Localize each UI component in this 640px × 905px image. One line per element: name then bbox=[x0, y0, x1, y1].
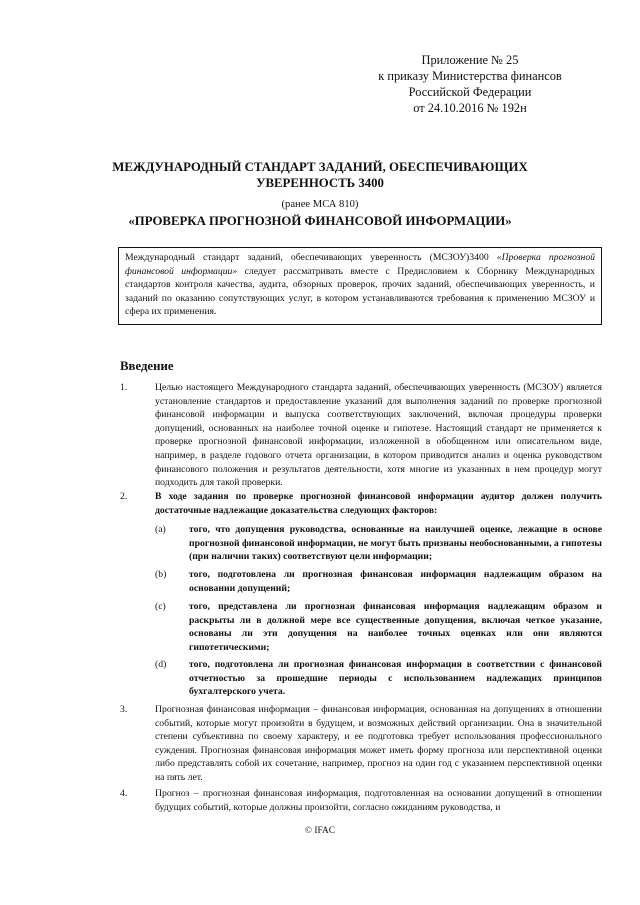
appendix-line-3: Российской Федерации bbox=[408, 85, 532, 99]
paragraph-text: Прогнозная финансовая информация – финансовая информация, основанная на допущениях в отношении событий, которые могут произойти в будущем, и возможных действий организации. Она в значительной степени субъективна по своему характеру, и ее подготовка требует использования профессионального суждения. Прогнозная финансовая информация может иметь форму прогноза или перспективной оценки либо представлять собой их сочетание, например, прогноз на один год с указанием перспективной оценки на пять лет. bbox=[155, 704, 602, 783]
paragraph-1 bbox=[120, 381, 602, 490]
appendix-line-4: от 24.10.2016 № 192н bbox=[413, 101, 527, 115]
subitem-label: (c) bbox=[155, 601, 166, 612]
appendix-line-2: к приказу Министерства финансов bbox=[378, 69, 562, 83]
subitem-text: того, подготовлена ли прогнозная финансовая информация в соответствии с финансовой отчетностью за прошедшие периоды с использованием надлежащих принципов бухгалтерского учета. bbox=[189, 659, 602, 698]
standard-name: «ПРОВЕРКА ПРОГНОЗНОЙ ФИНАНСОВОЙ ИНФОРМАЦИИ» bbox=[128, 214, 512, 228]
document-title: МЕЖДУНАРОДНЫЙ СТАНДАРТ ЗАДАНИЙ, ОБЕСПЕЧИВАЮЩИХ УВЕРЕННОСТЬ 3400 bbox=[112, 160, 528, 190]
subitem-b bbox=[155, 568, 602, 595]
preface-text-start: Международный стандарт заданий, обеспечивающих уверенность (МСЗОУ)3400 bbox=[125, 252, 497, 263]
subitem-a bbox=[155, 523, 602, 564]
paragraph-number: 1. bbox=[120, 382, 128, 393]
document-subtitle: (ранее МСА 810) bbox=[281, 199, 359, 210]
copyright-footer: © IFAC bbox=[304, 826, 336, 836]
subitem-label: (d) bbox=[155, 659, 167, 670]
paragraph-4 bbox=[120, 787, 602, 814]
subitem-text: того, представлена ли прогнозная финансовая информация надлежащим образом и раскрыты ли в должной мере все существенные допущения, включая четкое указание, основаны ли эти допущения на наиболее точных оценках или они являются гипотетическими; bbox=[189, 601, 602, 653]
appendix-line-1: Приложение № 25 bbox=[421, 53, 519, 67]
paragraph-text: В ходе задания по проверке прогнозной финансовой информации аудитор должен получить достаточные надлежащие доказательства следующих факторов: bbox=[155, 491, 602, 516]
paragraph-3 bbox=[120, 703, 602, 785]
paragraph-2 bbox=[120, 490, 602, 517]
paragraph-text: Прогноз – прогнозная финансовая информация, подготовленная на основании допущений в отношении будущих событий, которые должны произойти, согласно ожиданиям руководства, и bbox=[155, 788, 602, 813]
preface-text-italic: «Проверка прогнозной финансовой информации» bbox=[125, 252, 596, 277]
section-heading: Введение bbox=[120, 359, 174, 373]
preface-text-end: следует рассматривать вместе с Предисловием к Сборнику Международных стандартов контроля качества, аудита, обзорных проверок, прочих заданий, обеспечивающих уверенность, и заданий по оказанию сопутствующих услуг, в котором устанавливаются требования к применению МСЗОУ и сфера их применения. bbox=[125, 265, 595, 318]
subitem-text: того, подготовлена ли прогнозная финансовая информация надлежащим образом на основании допущений; bbox=[189, 569, 602, 594]
subitem-label: (b) bbox=[155, 569, 167, 580]
paragraph-number: 4. bbox=[120, 788, 128, 799]
subitem-c bbox=[155, 600, 602, 654]
subitem-d bbox=[155, 658, 602, 699]
appendix-header bbox=[360, 52, 580, 116]
subitem-text: того, что допущения руководства, основанные на наилучшей оценке, лежащие в основе прогнозной финансовой информации, не могут быть признаны необоснованными, а гипотезы (при наличии таких) соответствуют цели информации; bbox=[189, 524, 602, 563]
preface-box bbox=[118, 247, 602, 325]
subitem-label: (a) bbox=[155, 524, 166, 535]
paragraph-number: 3. bbox=[120, 704, 128, 715]
paragraph-text: Целью настоящего Международного стандарта заданий, обеспечивающих уверенность (МСЗОУ) является установление стандартов и предоставление указаний для выполнения заданий по проверке прогнозной финансовой информации и выпуска соответствующих заключений, включая процедуры проверки допущений, основанных на наиболее точной оценке и гипотезе. Настоящий стандарт не применяется к проверке прогнозной финансовой информации, изложенной в обобщенном или описательном виде, например, в разделе годового отчета организации, в котором приводится анализ и оценка руководством финансового положения и результатов деятельности, хотя многие из указанных в нем процедур могут подходить для такой проверки. bbox=[155, 382, 602, 489]
paragraph-number: 2. bbox=[120, 491, 128, 502]
